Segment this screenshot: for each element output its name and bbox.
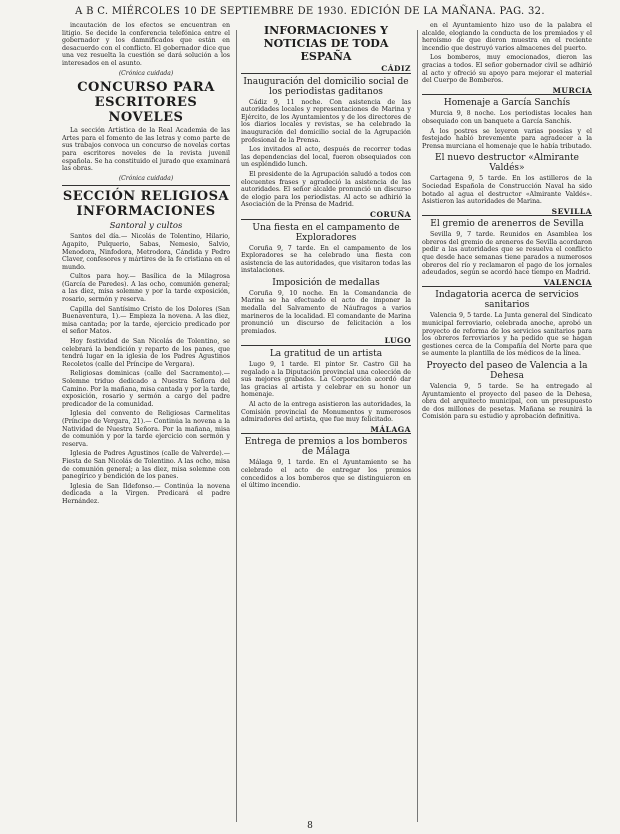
article-paragraph: Al acto de la entrega asistieron las autoridades, la Comisión provincial de Monumentos y numerosos admiradores del artista, que fue muy felicitado. bbox=[241, 401, 411, 424]
column-rule bbox=[417, 30, 418, 822]
article-paragraph: Lugo 9, 1 tarde. El pintor Sr. Castro Gil ha regalado a la Diputación provincial una colección de sus mejores grabados. La Corporación acordó dar las gracias al artista y celebrar en su honor un homenaje. bbox=[241, 361, 411, 399]
city-label-sevilla: SEVILLA bbox=[422, 208, 592, 217]
signature: (Crónica cuidada) bbox=[118, 174, 174, 182]
column-3 bbox=[422, 22, 592, 828]
masthead: A B C. MIÉRCOLES 10 DE SEPTIEMBRE DE 1930. EDICIÓN DE LA MAÑANA. PAG. 32. bbox=[75, 6, 545, 17]
article-headline: Indagatoria acerca de servicios sanitarios bbox=[435, 290, 579, 311]
city-label-murcia: MURCIA bbox=[422, 87, 592, 96]
article-paragraph: en el Ayuntamiento hizo uso de la palabra el alcalde, elogiando la conducta de los premiados y el heroísmo de que dieron muestra en el reciente incendio que destruyó varios almacenes del puerto. bbox=[422, 22, 592, 52]
santoral-paragraph: Iglesia de Padres Agustinos (calle de Valverde).— Fiesta de San Nicolás de Tolentino. A las ocho, misa de comunión general; a las diez, misa solemne con panegírico y bendición de los panes. bbox=[62, 450, 230, 481]
article-headline: Imposición de medallas bbox=[272, 277, 380, 288]
concurso-title: CONCURSO PARA ESCRITORES NOVELES bbox=[77, 80, 215, 126]
city-label-coruna: CORUÑA bbox=[241, 211, 411, 220]
article-paragraph: El presidente de la Agrupación saludó a todos con elocuentes frases y agradeció la asistencia de las autoridades. El señor alcalde pronunció un discurso de elogio para los periodistas. Al acto se adhirió la Asociación de la Prensa de Madrid. bbox=[241, 170, 411, 209]
article-paragraph: Valencia 9, 5 tarde. Se ha entregado al Ayuntamiento el proyecto del paseo de la Dehesa, obra del arquitecto municipal, con un presupuesto de dos millones de pesetas. Mañana se reunirá la Comisión para su estudio y aprobación definitiva. bbox=[422, 383, 592, 421]
column-2 bbox=[241, 22, 411, 828]
santoral-paragraph: Iglesia del convento de Religiosas Carmelitas (Príncipe de Vergara, 21).— Continúa la novena a la Natividad de Nuestra Señora. Por la mañana, misa de comunión y por la tarde ejercicio con sermón y reserva. bbox=[62, 410, 230, 448]
religiosa-title: SECCIÓN RELIGIOSA INFORMACIONES bbox=[62, 189, 230, 220]
santoral-paragraph: Capilla del Santísimo Cristo de los Dolores (San Buenaventura, 1).— Empieza la novena. A las diez, misa cantada; por la tarde, ejercicio predicado por el señor Matos. bbox=[62, 305, 230, 336]
article-paragraph: Cádiz 9, 11 noche. Con asistencia de las autoridades locales y representaciones de Marina y Ejército, de los Ayuntamientos y de los directores de los diarios locales y revistas, se ha celebrado la inauguración del domicilio social de la Agrupación profesional de la Prensa. bbox=[241, 98, 411, 144]
article-headline: El nuevo destructor «Almirante Valdés» bbox=[435, 153, 579, 174]
santoral-paragraph: Santos del día.— Nicolás de Tolentino, Hilario, Agapito, Pulquerio, Sabas, Nemesio, Salvio, Menodora, Ninfodora, Metrodora, Cándida y Pedro Claver, confesores y mártires de la fe cristiana en el mundo. bbox=[62, 233, 230, 271]
santoral-title: Santoral y cultos bbox=[109, 221, 183, 232]
article-paragraph: A los postres se leyeron varias poesías y el festejado habló brevemente para agradecer a la Prensa murciana el homenaje que le había tributado. bbox=[422, 127, 592, 150]
article-headline: La gratitud de un artista bbox=[269, 349, 383, 360]
city-label-malaga: MÁLAGA bbox=[241, 426, 411, 435]
article-paragraph: Los invitados al acto, después de recorrer todas las dependencias del local, fueron obsequiados con un espléndido lunch. bbox=[241, 146, 411, 169]
article-paragraph: Los bomberos, muy emocionados, dieron las gracias a todos. El señor gobernador civil se adhirió al acto y ofreció su apoyo para mejorar el material del Cuerpo de Bomberos. bbox=[422, 54, 592, 85]
article-headline: Inauguración del domicilio social de los periodistas gaditanos bbox=[243, 76, 409, 97]
city-label-cadiz: CÁDIZ bbox=[241, 65, 411, 74]
concurso-body: La sección Artística de la Real Academia de las Artes para el fomento de las letras y como parte de sus trabajos convoca un concurso de novelas cortas para escritores noveles de la revista juvenil española. Se ha constituido el jurado que examinará las obras. bbox=[62, 127, 230, 173]
article-headline: El gremio de arenerros de Sevilla bbox=[430, 219, 584, 230]
santoral-paragraph: Iglesia de San Ildefonso.— Continúa la novena dedicada a la Virgen. Predicará el padre Hernández. bbox=[62, 482, 230, 505]
article-paragraph: Coruña 9, 7 tarde. En el campamento de los Exploradores se ha celebrado una fiesta con asistencia de las autoridades, que visitaron todas las instalaciones. bbox=[241, 244, 411, 275]
column-rule bbox=[236, 30, 237, 822]
column-1 bbox=[62, 22, 230, 828]
article-headline: Entrega de premios a los bomberos de Málaga bbox=[244, 437, 408, 458]
page-number: 8 bbox=[307, 821, 313, 831]
santoral-paragraph: Religiosas dominicas (calle del Sacramento).— Solemne triduo dedicado a Nuestra Señora del Camino. Por la mañana, misa cantada y por la tarde, exposición, rosario y sermón a cargo del padre predicador de la comunidad. bbox=[62, 370, 230, 408]
article-paragraph: Coruña 9, 10 noche. En la Comandancia de Marina se ha efectuado el acto de imponer la medalla del Salvamento de Náufragos a varios marineros de la localidad. El comandante de Marina pronunció un discurso de felicitación a los premiados. bbox=[241, 289, 411, 335]
city-label-valencia: VALENCIA bbox=[422, 279, 592, 288]
article-headline: Homenaje a García Sanchís bbox=[443, 98, 571, 109]
article-headline: Proyecto del paseo de Valencia a la Dehesa bbox=[426, 361, 588, 381]
article-headline: Una fiesta en el campamento de Exploradores bbox=[252, 222, 400, 243]
city-label-lugo: LUGO bbox=[241, 337, 411, 346]
article-paragraph: Málaga 9, 1 tarde. En el Ayuntamiento se ha celebrado el acto de entregar los premios concedidos a los bomberos que se distinguieron en el último incendio. bbox=[241, 459, 411, 490]
santoral-paragraph: Hoy festividad de San Nicolás de Tolentino, se celebrará la bendición y reparto de los panes, que tendrá lugar en la iglesia de los Padres Agustinos Recoletos (calle del Príncipe de Vergara). bbox=[62, 338, 230, 368]
article-paragraph: Sevilla 9, 7 tarde. Reunidos en Asamblea los obreros del gremio de areneros de Sevilla acordaron pedir a las autoridades que se resuelva el conflicto que desde hace semanas tiene parados a numerosos obreros del río y reclamaron el pago de los jornales adeudados, según se acordó hace tiempo en Madrid. bbox=[422, 231, 592, 277]
article-paragraph: Cartagena 9, 5 tarde. En los astilleros de la Sociedad Española de Construcción Naval ha sido botado al agua el destructor «Almirante Valdés». Asistieron las autoridades de Marina. bbox=[422, 175, 592, 206]
informaciones-title: INFORMACIONES Y NOTICIAS DE TODA ESPAÑA bbox=[263, 24, 389, 63]
article-paragraph: Valencia 9, 5 tarde. La Junta general del Sindicato municipal ferroviario, celebrada anoche, aprobó un proyecto de reforma de los servicios sanitarios para los obreros ferroviarios y ha pedido que se hagan gestiones cerca de la Compañía del Norte para que se aumente la plantilla de los médicos de la línea. bbox=[422, 312, 592, 358]
divider bbox=[62, 185, 230, 186]
santoral-paragraph: Cultos para hoy.— Basílica de la Milagrosa (García de Paredes). A las ocho, comunión general; a las diez, misa solemne y por la tarde exposición, rosario, sermón y reserva. bbox=[62, 273, 230, 304]
intro-paragraph: incautación de los efectos se encuentran en litigio. Se decide la conferencia telefónica entre el gobernador y los damnificados que están en desacuerdo con el conflicto. El gobernador dice que una vez resuelta la cuestión se dará solución a los interesados en el asunto. bbox=[62, 22, 230, 67]
signature: (Crónica cuidada) bbox=[118, 69, 174, 77]
article-paragraph: Murcia 9, 8 noche. Los periodistas locales han obsequiado con un banquete a García Sanchís. bbox=[422, 110, 592, 125]
